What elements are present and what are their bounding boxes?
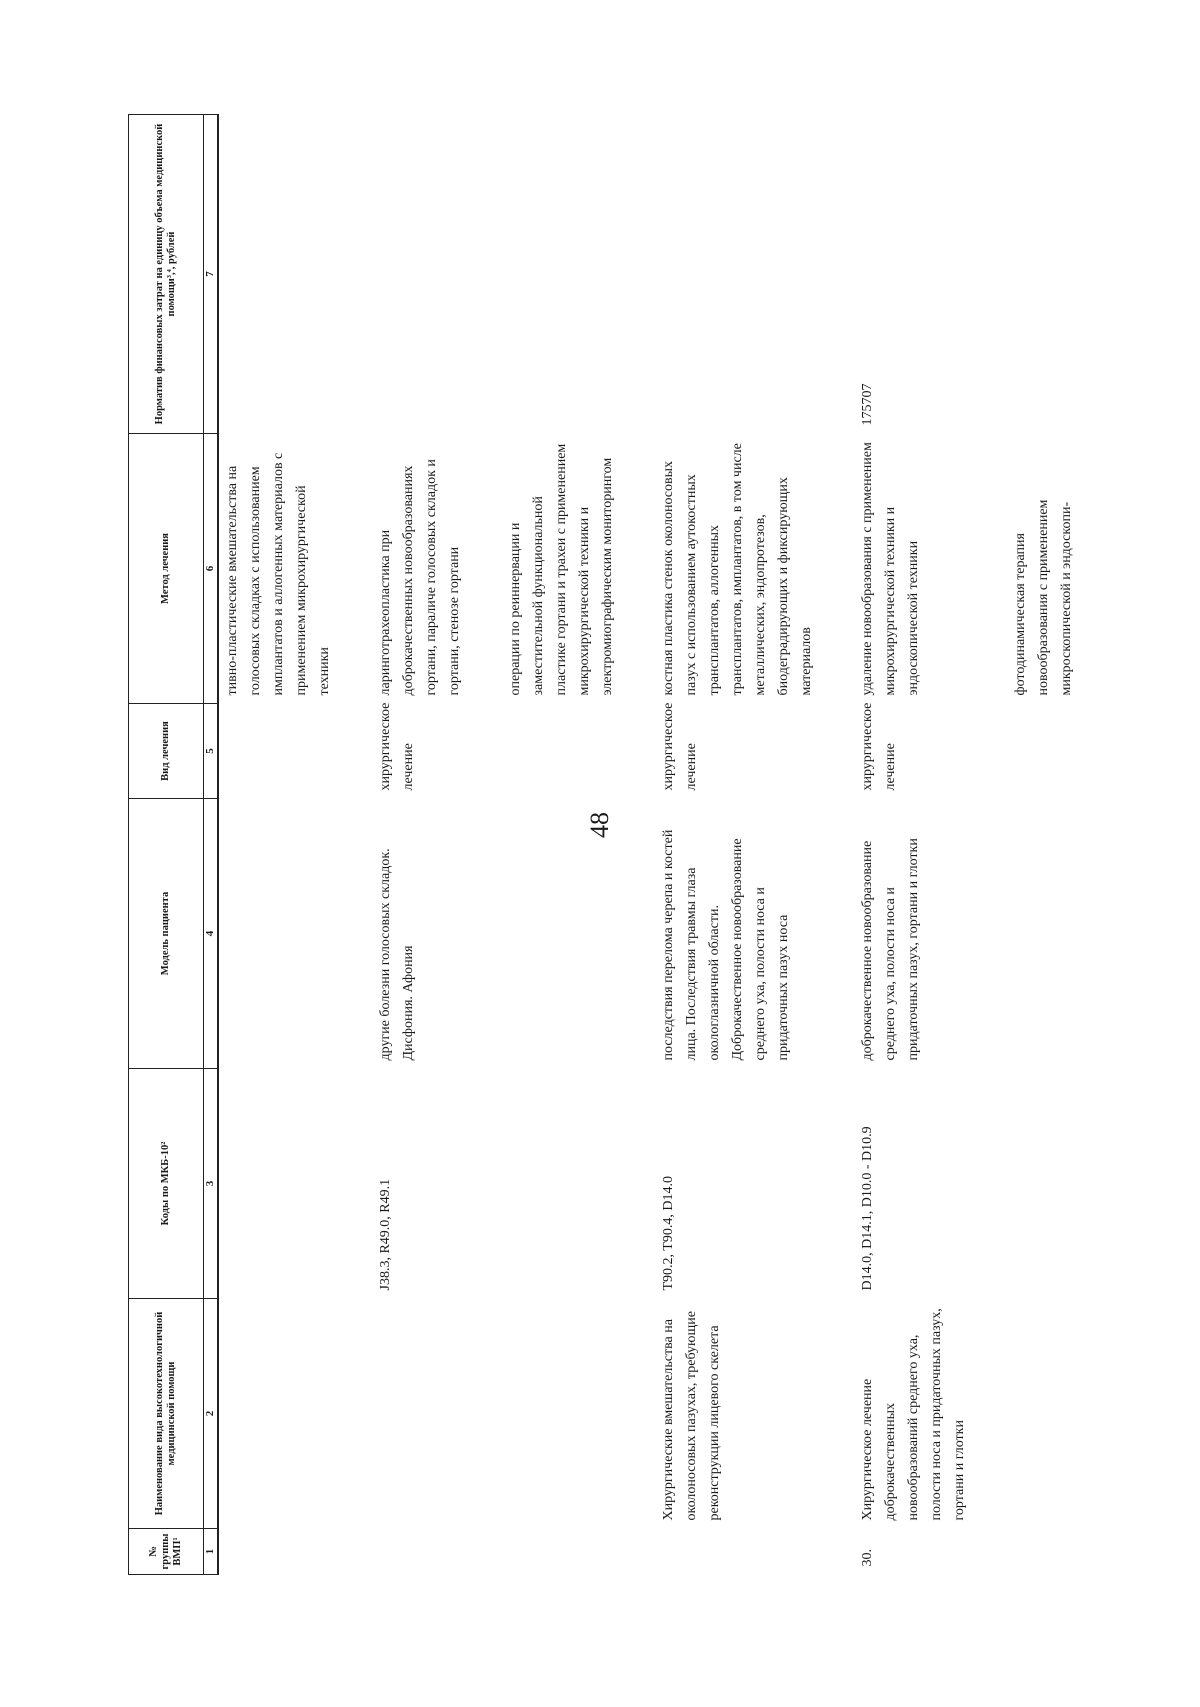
table-row (218, 115, 336, 1575)
column-number: 4 (204, 799, 219, 1069)
column-number: 7 (204, 115, 219, 434)
table-body (218, 115, 1078, 1575)
header-vmp-name: Наименование вида высокотехнологичной медицинской помощи (129, 1299, 204, 1529)
header-treatment-type: Вид лечения (129, 704, 204, 799)
group-number: 30. (860, 1549, 875, 1567)
icd-codes: T90.2, T90.4, D14.0 (661, 1176, 676, 1291)
vmp-table (128, 114, 1078, 1575)
header-row (129, 115, 204, 1575)
table-row (1007, 115, 1078, 1575)
icd-codes: D14.0, D14.1, D10.0 - D10.9 (860, 1126, 875, 1291)
table-row (502, 115, 619, 1575)
header-cost-norm: Норматив финансовых затрат на единицу объема медицинской помощи³,⁴, рублей (129, 115, 204, 434)
vmp-name: Хирургические вмешательства на околоносовых пазухах, требующие реконструкции лицевого скелета (661, 1311, 722, 1521)
rotated-table-container (128, 115, 1200, 1575)
column-number: 1 (204, 1529, 219, 1575)
cost-norm: 175707 (860, 383, 875, 426)
treatment-method: операции по реиннервации и заместительной функциональной пластике гортани и трахеи с применением микрохирургической техники и электромиографическим мониторингом (508, 443, 615, 696)
treatment-method: удаление новообразования с применением микрохирургической техники и эндоскопической техники (860, 442, 921, 696)
vmp-name: Хирургическое лечение доброкачественных новообразований среднего уха, полости носа и придаточных пазух, гортани и глотки (860, 1308, 967, 1521)
treatment-type: хирургическое лечение (378, 702, 416, 791)
patient-model: доброкачественное новообразование среднего уха, полости носа и придаточных пазух, гортани и глотки (860, 838, 921, 1061)
header-group-number: № группы ВМП¹ (129, 1529, 204, 1575)
column-number-row (204, 115, 219, 1575)
header-treatment-method: Метод лечения (129, 434, 204, 704)
table-row (854, 115, 971, 1575)
header-patient-model: Модель пациента (129, 799, 204, 1069)
column-number: 5 (204, 704, 219, 799)
treatment-method: тивно-пластические вмешательства на голосовых складках с использованием имплантатов и аллогенных материалов с применением микрохирургической техники (225, 452, 332, 696)
treatment-type: хирургическое лечение (661, 702, 699, 791)
page-number: 48 (585, 812, 614, 838)
patient-model: последствия перелома черепа и костей лица. Последствия травмы глаза окологлазничной области. Доброкачественное новообразование среднего уха, полости носа и придаточных пазух носа (661, 829, 791, 1061)
patient-model: другие болезни голосовых складок. Дисфония. Афония (378, 848, 416, 1061)
treatment-method: ларинготрахеопластика при доброкачественных новообразованиях гортани, параличе голосовых складок и гортани, стенозе гортани (378, 459, 462, 696)
table-header (129, 115, 219, 1575)
icd-codes: J38.3, R49.0, R49.1 (378, 1178, 393, 1291)
table-row (655, 115, 818, 1575)
treatment-method: костная пластика стенок околоносовых пазух с использованием аутокостных трансплантатов, аллогенных трансплантатов, имплантатов, в том числе металлических, эндопротезов, биодеградирующих и фиксирующих материалов (661, 443, 814, 696)
table-row (372, 115, 466, 1575)
column-number: 3 (204, 1069, 219, 1299)
header-icd-codes: Коды по МКБ-10² (129, 1069, 204, 1299)
column-number: 2 (204, 1299, 219, 1529)
treatment-method: фотодинамическая терапия новообразования с применением микроскопической и эндоскопи- (1013, 499, 1074, 696)
treatment-type: хирургическое лечение (860, 702, 898, 791)
column-number: 6 (204, 434, 219, 704)
